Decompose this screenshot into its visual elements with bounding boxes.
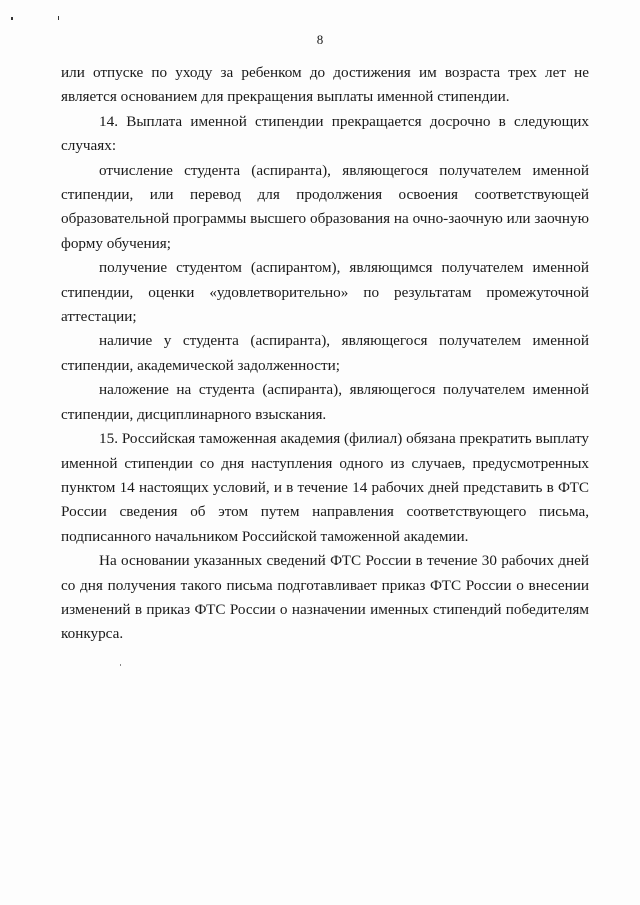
document-body <box>61 61 589 647</box>
scan-mark <box>120 664 121 666</box>
page-number: 8 <box>316 32 324 47</box>
scan-mark <box>11 17 13 20</box>
paragraph-item-14: 14. Выплата именной стипендии прекращается досрочно в следующих случаях: <box>61 112 589 155</box>
paragraph-case-disciplinary: наложение на студента (аспиранта), являющегося получателем именной стипендии, дисциплинарного взыскания. <box>61 381 589 423</box>
paragraph-continuation: или отпуске по уходу за ребенком до достижения им возраста трех лет не является основанием для прекращения выплаты именной стипендии. <box>61 64 589 106</box>
paragraph-item-15: 15. Российская таможенная академия (филиал) обязана прекратить выплату именной стипендии со дня наступления одного из случаев, предусмотренных пунктом 14 настоящих условий, и в течение 14 рабочих дней представить в ФТС России сведения об этом путем направления соответствующего письма, подписанного начальником Российской таможенной академии. <box>61 430 589 545</box>
paragraph-case-academic-debt: наличие у студента (аспиранта), являющегося получателем именной стипендии, академической задолженности; <box>61 332 589 374</box>
paragraph-case-satisfactory-grade: получение студентом (аспирантом), являющимся получателем именной стипендии, оценки «удовлетворительно» по результатам промежуточной аттестации; <box>61 259 589 326</box>
paragraph-case-expulsion: отчисление студента (аспиранта), являющегося получателем именной стипендии, или перевод для продолжения освоения соответствующей образовательной программы высшего образования на очно-заочную или заочную форму обучения; <box>61 161 589 252</box>
paragraph-final: На основании указанных сведений ФТС России в течение 30 рабочих дней со дня получения такого письма подготавливает приказ ФТС России о внесении изменений в приказ ФТС России о назначении именных стипендий победителям конкурса. <box>61 552 589 643</box>
scan-mark <box>58 16 59 20</box>
